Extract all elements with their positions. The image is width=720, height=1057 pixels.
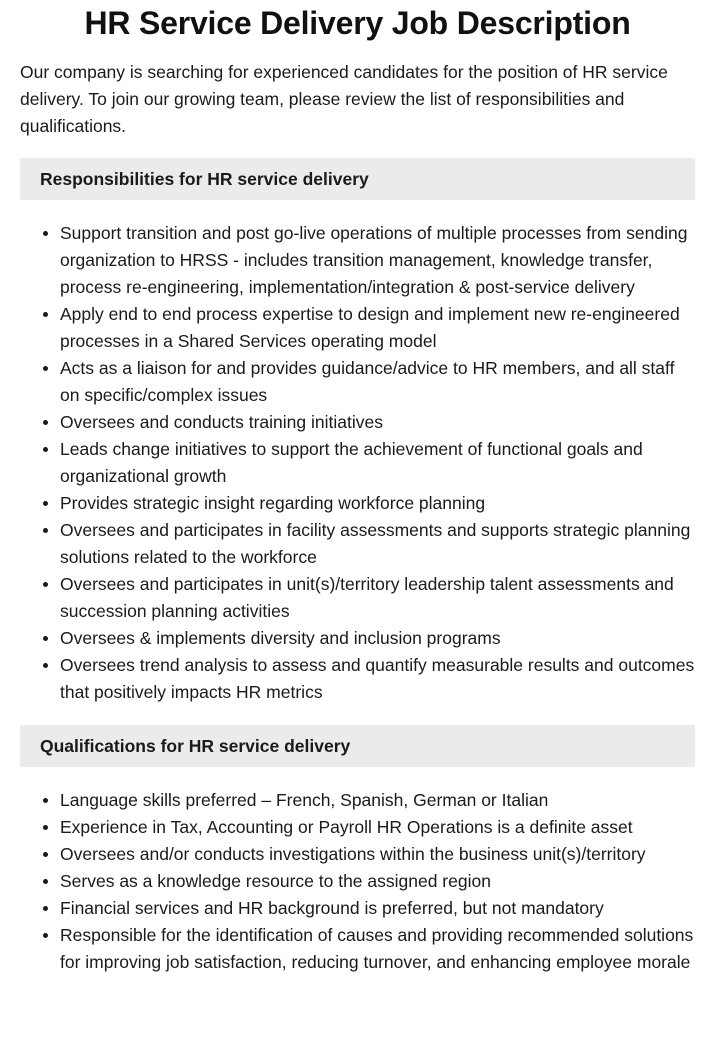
bullet-icon xyxy=(43,501,48,506)
list-item: Serves as a knowledge resource to the assigned region xyxy=(60,868,695,895)
bullet-icon xyxy=(43,663,48,668)
list-item: Provides strategic insight regarding workforce planning xyxy=(60,490,695,517)
page-title: HR Service Delivery Job Description xyxy=(84,5,631,41)
intro-paragraph: Our company is searching for experienced candidates for the position of HR service delivery. To join our growing team, please review the list of responsibilities and qualifications. xyxy=(20,62,668,136)
bullet-icon xyxy=(43,636,48,641)
bullet-icon xyxy=(43,312,48,317)
bullet-icon xyxy=(43,852,48,857)
bullet-icon xyxy=(43,582,48,587)
responsibilities-list xyxy=(20,220,695,706)
list-item: Acts as a liaison for and provides guidance/advice to HR members, and all staff on specific/complex issues xyxy=(60,355,695,409)
bullet-icon xyxy=(43,231,48,236)
bullet-icon xyxy=(43,528,48,533)
list-item: Financial services and HR background is preferred, but not mandatory xyxy=(60,895,695,922)
bullet-icon xyxy=(43,798,48,803)
list-item: Oversees and participates in facility assessments and supports strategic planning solutions related to the workforce xyxy=(60,517,695,571)
bullet-icon xyxy=(43,906,48,911)
qualifications-section-header xyxy=(20,725,695,767)
bullet-icon xyxy=(43,825,48,830)
responsibilities-section-header xyxy=(20,158,695,200)
list-item: Oversees & implements diversity and inclusion programs xyxy=(60,625,695,652)
bullet-icon xyxy=(43,933,48,938)
list-item: Responsible for the identification of causes and providing recommended solutions for improving job satisfaction, reducing turnover, and enhancing employee morale xyxy=(60,922,695,976)
list-item: Oversees trend analysis to assess and quantify measurable results and outcomes that positively impacts HR metrics xyxy=(60,652,695,706)
list-item: Support transition and post go-live operations of multiple processes from sending organization to HRSS - includes transition management, knowledge transfer, process re-engineering, implementation/integration & post-service delivery xyxy=(60,220,695,301)
list-item: Oversees and/or conducts investigations within the business unit(s)/territory xyxy=(60,841,695,868)
responsibilities-heading: Responsibilities for HR service delivery xyxy=(40,168,369,189)
list-item: Apply end to end process expertise to design and implement new re-engineered processes in a Shared Services operating model xyxy=(60,301,695,355)
qualifications-list xyxy=(20,787,695,976)
list-item: Experience in Tax, Accounting or Payroll HR Operations is a definite asset xyxy=(60,814,695,841)
bullet-icon xyxy=(43,420,48,425)
qualifications-heading: Qualifications for HR service delivery xyxy=(40,735,351,756)
list-item: Language skills preferred – French, Spanish, German or Italian xyxy=(60,787,695,814)
bullet-icon xyxy=(43,879,48,884)
bullet-icon xyxy=(43,447,48,452)
list-item: Leads change initiatives to support the achievement of functional goals and organizational growth xyxy=(60,436,695,490)
list-item: Oversees and conducts training initiatives xyxy=(60,409,695,436)
list-item: Oversees and participates in unit(s)/territory leadership talent assessments and succession planning activities xyxy=(60,571,695,625)
bullet-icon xyxy=(43,366,48,371)
